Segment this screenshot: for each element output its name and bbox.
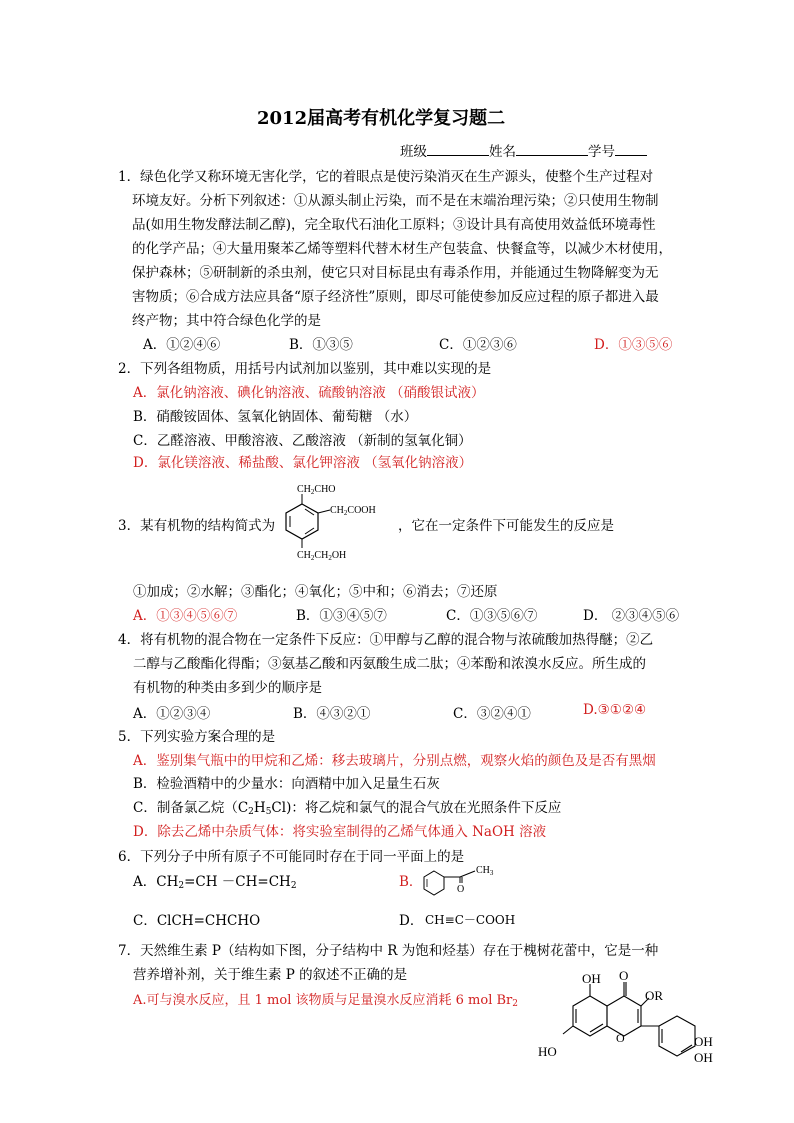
q4-option-a: A．①②③④ xyxy=(133,706,211,722)
q5-option-a: A．鉴别集气瓶中的甲烷和乙烯：移去玻璃片，分别点燃，观察火焰的颜色及是否有黑烟 xyxy=(133,753,656,769)
q1-line: 害物质；⑥合成方法应具备“原子经济性”原则，即尽可能使参加反应过程的原子都进入最 xyxy=(132,289,659,305)
oh-ring-1: OH xyxy=(694,1034,713,1049)
q3-stem-before: 3．某有机物的结构简式为 xyxy=(118,518,276,534)
q1-line: 终产物；其中符合绿色化学的是 xyxy=(132,313,321,329)
carbonyl-o: O xyxy=(619,968,629,983)
q1-line: 品(如用生物发酵法制乙醇)，完全取代石油化工原料；③设计具有高使用效益低环境毒性 xyxy=(132,217,656,233)
methyl-group: $CH_3$ xyxy=(476,865,494,877)
oh-top: OH xyxy=(582,971,601,986)
q3-option-a: A．①③④⑤⑥⑦ xyxy=(133,608,238,624)
q1-line: 的化学产品；④大量用聚苯乙烯等塑料代替木材生产包装盒、快餐盒等，以减少木材使用， xyxy=(132,241,672,257)
q6-option-b-structure xyxy=(420,858,510,898)
class-blank[interactable] xyxy=(427,155,489,156)
name-blank[interactable] xyxy=(516,155,588,156)
ring-oxygen: O xyxy=(616,1031,625,1045)
q3-stem-after: ，它在一定条件下可能发生的反应是 xyxy=(398,518,614,534)
q5-option-b: B．检验酒精中的少量水：向酒精中加入足量生石灰 xyxy=(133,776,440,792)
q3-option-b: B．①③④⑤⑦ xyxy=(296,608,387,624)
q2-option-b: B．硝酸铵固体、氢氧化钠固体、葡萄糖 （水） xyxy=(133,409,418,425)
carbonyl-oxygen: O xyxy=(457,884,465,895)
q4-option-c: C．③②④① xyxy=(453,706,531,722)
q6-option-d: CH≡C－COOH xyxy=(425,913,516,927)
q2-option-d: D．氯化镁溶液、稀盐酸、氯化钾溶液 （氢氧化钠溶液） xyxy=(133,455,473,471)
q5-option-c: C．制备氯乙烷$(C_2H_5Cl)$：将乙烷和氯气的混合气放在光照条件下反应 xyxy=(133,800,562,817)
q1-option-d: D．①③⑤⑥ xyxy=(594,337,673,353)
q3-reactions: ①加成；②水解；③酯化；④氧化；⑤中和；⑥消去；⑦还原 xyxy=(133,584,498,600)
ho-group: HO xyxy=(538,1044,557,1059)
q1-option-c: C．①②③⑥ xyxy=(439,337,517,353)
q7-structure xyxy=(535,968,715,1078)
q3-right-group: $CH_2COOH$ xyxy=(330,505,376,517)
q6-stem: 6．下列分子中所有原子不可能同时存在于同一平面上的是 xyxy=(118,849,465,865)
q6-option-d-label: D． xyxy=(399,913,424,929)
class-label: 班级 xyxy=(400,144,427,160)
q5-stem: 5．下列实验方案合理的是 xyxy=(118,729,276,745)
q2-stem: 2．下列各组物质，用括号内试剂加以鉴别，其中难以实现的是 xyxy=(118,361,492,377)
q7-option-a: A.可与溴水反应，且 1 mol 该物质与足量溴水反应消耗 6 mol $Br_2$ xyxy=(133,993,518,1009)
q3-top-group: $CH_2CHO$ xyxy=(297,484,336,496)
q1-line: 环境友好。分析下列叙述：①从源头制止污染，而不是在末端治理污染；②只使用生物制 xyxy=(132,193,659,209)
q3-option-c: C．①③⑤⑥⑦ xyxy=(446,608,538,624)
id-label: 学号 xyxy=(588,144,615,160)
q7-line: 7．天然维生素 P（结构如下图，分子结构中 R 为饱和烃基）存在于槐树花蕾中，它是一种 xyxy=(118,943,659,959)
name-label: 姓名 xyxy=(489,144,516,160)
id-blank[interactable] xyxy=(615,155,647,156)
q4-line: 有机物的种类由多到少的顺序是 xyxy=(133,680,322,696)
or-group: OR xyxy=(645,988,664,1003)
q6-option-c: C．ClCH=CHCHO xyxy=(133,913,261,929)
q4-line: 4．将有机物的混合物在一定条件下反应：①甲醇与乙醇的混合物与浓硫酸加热得醚；②乙 xyxy=(118,632,654,648)
q1-line: 保护森林；⑤研制新的杀虫剂，使它只对目标昆虫有毒杀作用，并能通过生物降解变为无 xyxy=(132,265,659,281)
q6-option-b-label: B． xyxy=(399,874,423,890)
q4-option-b: B．④③②① xyxy=(293,706,371,722)
info-line xyxy=(400,140,647,160)
page-title: 2012届高考有机化学复习题二 xyxy=(257,108,506,129)
q1-option-b: B．①③⑤ xyxy=(289,337,353,353)
q4-option-d: D.③①②④ xyxy=(583,702,647,718)
q6-option-a: A．$CH_2=CH -CH=CH_2$ xyxy=(133,874,297,891)
q2-option-c: C．乙醛溶液、甲酸溶液、乙酸溶液 （新制的氢氧化铜） xyxy=(133,433,472,449)
q7-line: 营养增补剂，关于维生素 P 的叙述不正确的是 xyxy=(133,967,408,983)
q2-option-a: A．氯化钠溶液、碘化钠溶液、硫酸钠溶液 （硝酸银试液） xyxy=(133,385,485,401)
q3-bottom-group: $CH_2CH_2OH$ xyxy=(297,550,347,562)
q5-option-d: D．除去乙烯中杂质气体：将实验室制得的乙烯气体通入 NaOH 溶液 xyxy=(133,824,547,840)
q3-option-d: D． ②③④⑤⑥ xyxy=(583,608,680,624)
q1-option-a: A．①②④⑥ xyxy=(143,337,221,353)
q1-line: 1．绿色化学又称环境无害化学，它的着眼点是使污染消灭在生产源头，使整个生产过程对 xyxy=(118,169,654,185)
oh-ring-2: OH xyxy=(694,1050,713,1065)
q3-structure xyxy=(278,478,398,566)
q4-line: 二醇与乙酸酯化得酯；③氨基乙酸和丙氨酸生成二肽；④苯酚和浓溴水反应。所生成的 xyxy=(133,656,646,672)
